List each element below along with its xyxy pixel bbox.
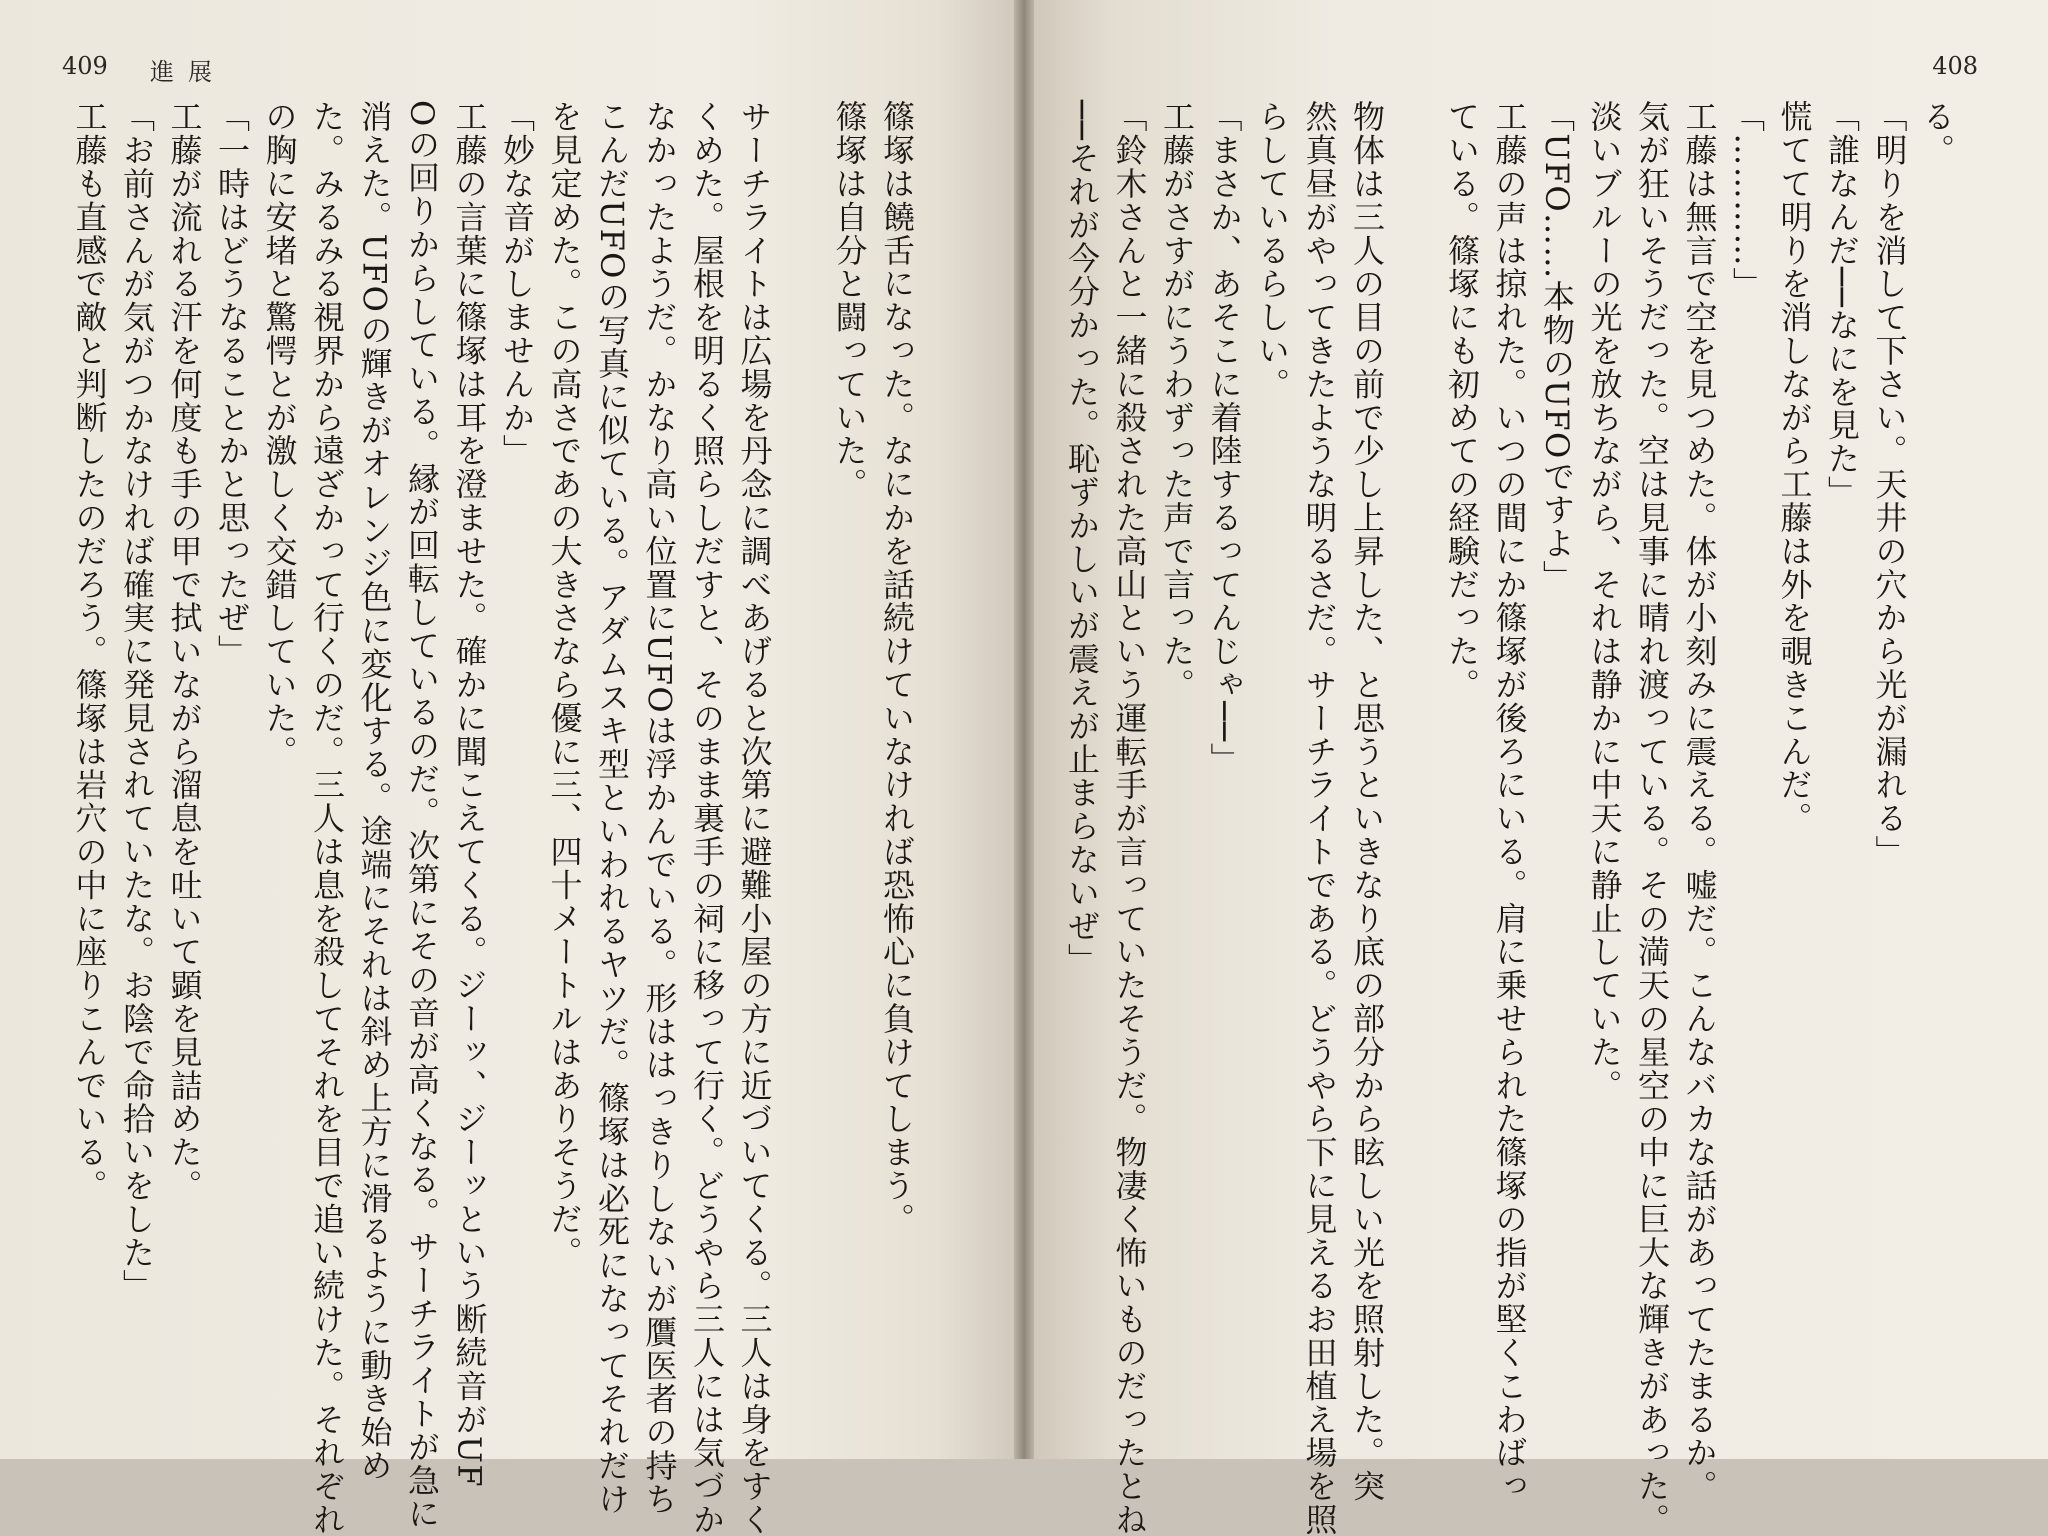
book-gutter <box>1014 0 1034 1459</box>
text-line: の胸に安堵と驚愕とが激しく交錯していた。 <box>260 100 299 768</box>
text-line: 「一時はどうなることかと思ったぜ」 <box>213 100 251 668</box>
text-line: 工藤の言葉に篠塚は耳を澄ませた。確かに聞こえてくる。ジーッ、ジーッという断続音がUF <box>450 100 489 1488</box>
text-line: くめた。屋根を明るく照らしだすと、そのまま裏手の祠に移って行く。どうやら三人には気づか <box>688 100 726 1536</box>
text-line: 消えた。UFOの輝きがオレンジ色に変化する。途端にそれは斜め上方に滑るように動き始め <box>355 100 394 1483</box>
text-line: を見定めた。この高さであの大きさなら優に三、四十メートルはありそうだ。 <box>545 100 584 1269</box>
text-line: 物体は三人の目の前で少し上昇した、と思うといきなり底の部分から眩しい光を照射した。突 <box>1348 100 1386 1503</box>
text-line: 工藤も直感で敵と判断したのだろう。篠塚は岩穴の中に座りこんでいる。 <box>70 100 109 1203</box>
right-page-text <box>1063 100 1960 1536</box>
text-line: る。 <box>1918 100 1956 167</box>
text-line: 淡いブルーの光を放ちながら、それは静かに中天に静止していた。 <box>1585 100 1624 1102</box>
text-line: 「お前さんが気がつかなければ確実に発見されていたな。お陰で命拾いをした」 <box>118 100 156 1303</box>
text-line: 工藤が流れる汗を何度も手の甲で拭いながら溜息を吐いて顕を見詰めた。 <box>165 100 204 1203</box>
left-page-text <box>50 100 920 1536</box>
text-line: らしているらしい。 <box>1253 100 1291 401</box>
section-break <box>778 100 826 1420</box>
text-line: 「誰なんだ──なにを見た」 <box>1823 100 1861 509</box>
running-head: 進展 <box>150 58 226 86</box>
section-break <box>1390 100 1438 1420</box>
text-line: 篠塚は饒舌になった。なにかを話続けていなければ恐怖心に負けてしまう。 <box>878 100 916 1236</box>
text-line: 篠塚は自分と闘っていた。 <box>830 100 869 501</box>
text-line: 気が狂いそうだった。空は見事に晴れ渡っている。その満天の星空の中に巨大な輝きがあった。 <box>1633 100 1671 1536</box>
page-number-right: 408 <box>1932 52 1978 80</box>
text-line: 工藤は無言で空を見つめた。体が小刻みに震える。嘘だ。こんなバカな話があってたまるか。 <box>1680 100 1719 1503</box>
text-line: 工藤の声は掠れた。いつの間にか篠塚が後ろにいる。肩に乗せられた篠塚の指が堅くこわばっ <box>1490 100 1529 1503</box>
text-line: 「妙な音がしませんか」 <box>498 100 536 468</box>
text-line: た。みるみる視界から遠ざかって行くのだ。三人は息を殺してそれを目で追い続けた。それぞれ <box>308 100 346 1536</box>
text-line: 「明りを消して下さい。天井の穴から光が漏れる」 <box>1870 100 1909 869</box>
text-line: サーチライトは広場を丹念に調べあげると次第に避難小屋の方に近づいてくる。三人は身をすく <box>735 100 774 1536</box>
text-line: 然真昼がやってきたような明るさだ。サーチライトである。どうやら下に見えるお田植え場を照 <box>1300 100 1339 1536</box>
text-line: こんだUFOの写真に似ている。アダムスキ型といわれるヤツだ。篠塚は必死になってそれだけ <box>593 100 631 1516</box>
text-line: 「…………」 <box>1728 100 1766 301</box>
text-line: ──それが今分かった。恥ずかしいが震えが止まらないぜ」 <box>1063 100 1101 977</box>
text-line: ている。篠塚にも初めての経験だった。 <box>1443 100 1481 702</box>
text-line: Oの回りからしている。縁が回転しているのだ。次第にその音が高くなる。サーチライトが急に <box>403 100 441 1531</box>
left-page <box>0 0 1018 1536</box>
text-line: なかったようだ。かなり高い位置にUFOは浮かんでいる。形ははっきりしないが贋医者の持ち <box>640 100 679 1516</box>
text-line: 「鈴木さんと一緒に殺された高山という運転手が言っていたそうだ。物凄く怖いものだったとね <box>1110 100 1149 1536</box>
page-number-left: 409 <box>62 52 108 80</box>
text-line: 「UFO……本物のUFOですよ」 <box>1538 100 1576 594</box>
text-line: 慌てて明りを消しながら工藤は外を覗きこんだ。 <box>1775 100 1814 835</box>
text-line: 「まさか、あそこに着陸するってんじゃ──」 <box>1205 100 1244 776</box>
text-line: 工藤がさすがにうわずった声で言った。 <box>1158 100 1196 702</box>
